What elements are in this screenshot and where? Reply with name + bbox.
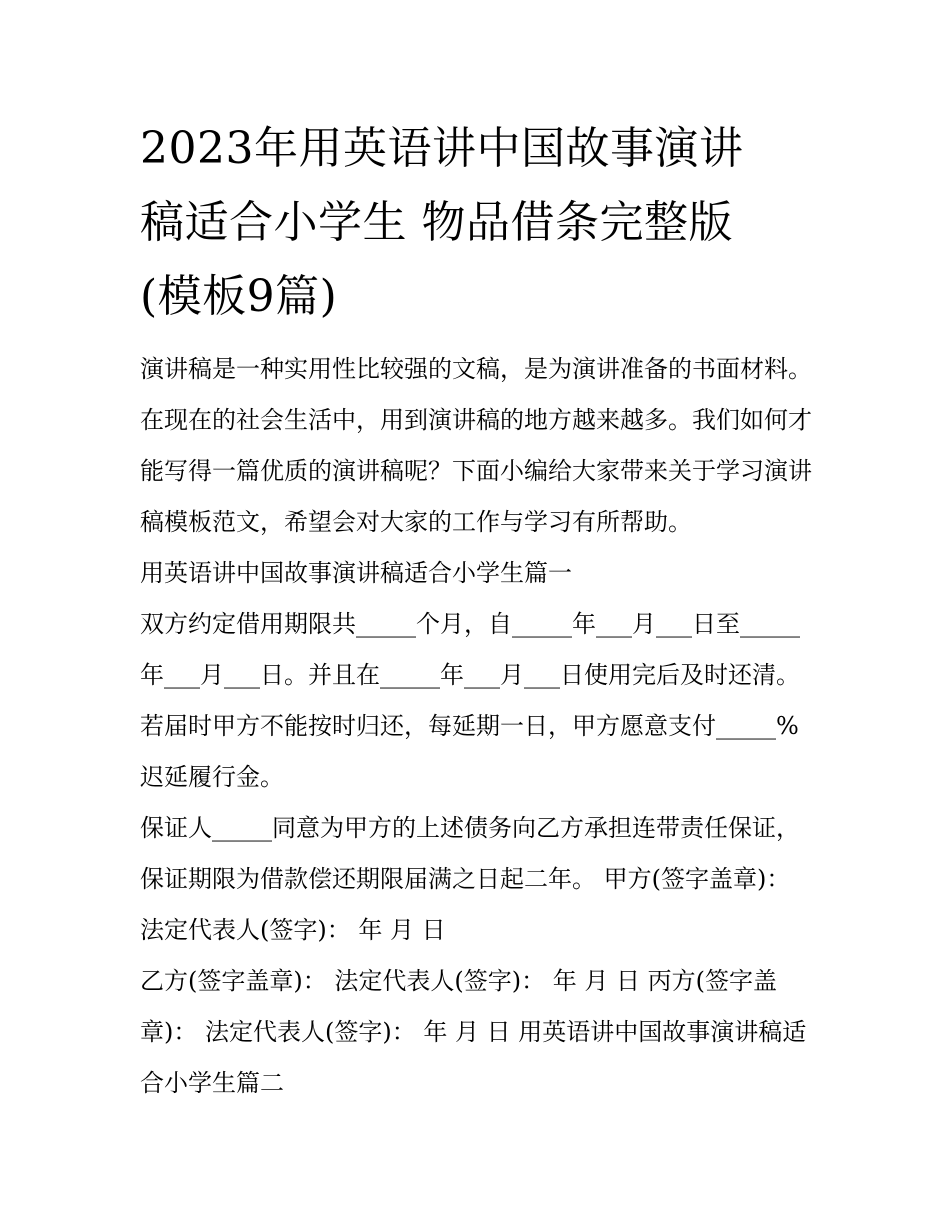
title-line-1: 2023年用英语讲中国故事演讲 <box>140 123 744 174</box>
title-line-3: (模板9篇) <box>140 271 338 322</box>
document-title <box>140 112 820 334</box>
loan-term-paragraph: 双方约定借用期限共_____个月，自_____年___月___日至_____年___月___日。并且在_____年___月___日使用完后及时还清。若届时甲方不能按时归还，每延期一日，甲方愿意支付_____%迟延履行金。 <box>140 610 800 791</box>
document-content <box>140 112 820 1109</box>
title-line-2: 稿适合小学生 物品借条完整版 <box>140 197 733 248</box>
section-heading-1: 用英语讲中国故事演讲稿适合小学生篇一 <box>140 559 572 587</box>
signature-paragraph: 乙方(签字盖章)： 法定代表人(签字)： 年 月 日 丙方(签字盖章)： 法定代表人(签字)： 年 月 日 用英语讲中国故事演讲稿适合小学生篇二 <box>140 967 807 1097</box>
guarantor-paragraph: 保证人_____同意为甲方的上述债务向乙方承担连带责任保证，保证期限为借款偿还期限届满之日起二年。 甲方(签字盖章)： 法定代表人(签字)： 年 月 日 <box>140 814 800 944</box>
intro-paragraph: 演讲稿是一种实用性比较强的文稿，是为演讲准备的书面材料。在现在的社会生活中，用到演讲稿的地方越来越多。我们如何才能写得一篇优质的演讲稿呢？下面小编给大家带来关于学习演讲稿模板范文，希望会对大家的工作与学习有所帮助。 <box>140 355 812 536</box>
